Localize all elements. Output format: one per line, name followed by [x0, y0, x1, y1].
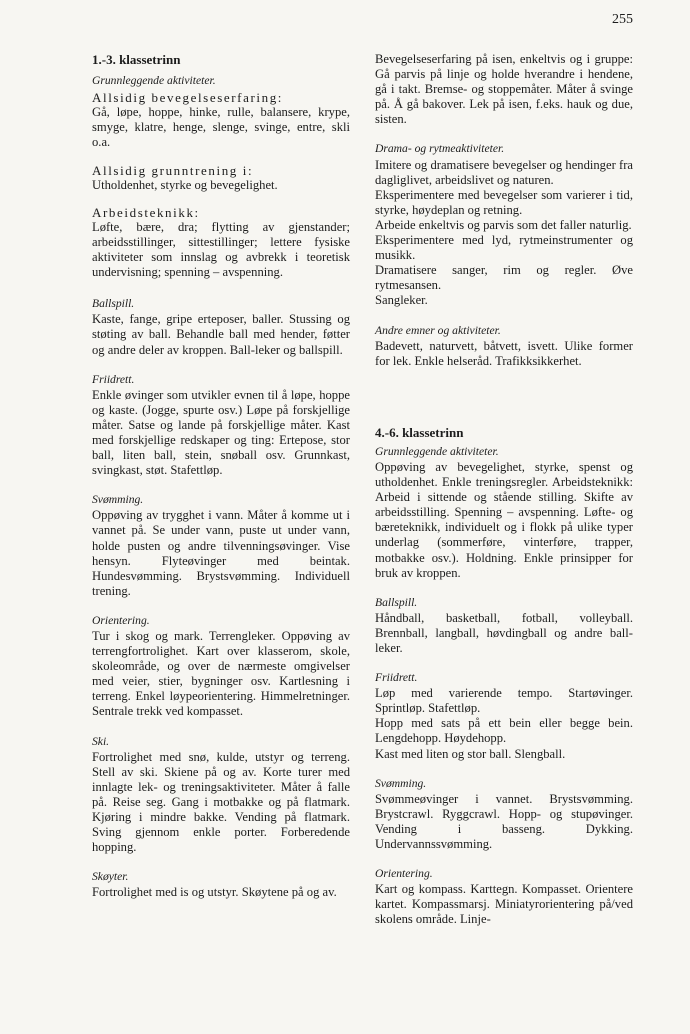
subheading: Drama- og rytmeaktiviteter.: [375, 142, 505, 156]
block-label: Allsidig bevegelseserfaring:: [92, 90, 284, 106]
text-block: [92, 613, 350, 720]
block-line: Kast med liten og stor ball. Slengball.: [375, 746, 566, 761]
subheading: Svømming.: [375, 776, 427, 790]
block-text: Utholdenhet, styrke og bevegelighet.: [92, 177, 278, 192]
block-text: Bevegelseserfaring på isen, enkeltvis og i gruppe: Gå parvis på linje og holde hverandre i hendene, gå i takt. Bremse- og stoppemåter. Måter å svinge på. Å gå bakover. Lek på isen, f.eks. hauk og due, sisten.: [375, 52, 633, 127]
subheading: Svømming.: [92, 493, 144, 507]
text-block: [375, 52, 633, 127]
subheading: Orientering.: [375, 867, 433, 881]
text-block: [375, 323, 633, 369]
left-column: [92, 52, 350, 915]
block-line: Sangleker.: [375, 293, 428, 308]
section-heading-1-3: 1.-3. klassetrinn: [92, 52, 181, 67]
block-line: Oppøving av bevegelighet, styrke, spenst og utholdenhet. Enkle treningsregler. Arbeidsteknikk: Arbeid i sittende og stående stilling. Skifte av arbeidsstilling. Spenning – avspenning. Løfte- og bæreteknikk, individuelt og i flokk på ulike typer underlag (sommerføre, vinterføre, trapper, motbakke osv.). Holdning. Enkle prinsipper for bruk av kroppen.: [375, 459, 633, 580]
block-text: Kaste, fange, gripe erteposer, baller. Stussing og støting av ball. Behandle ball med hender, føtter og andre deler av kroppen. Ball-leker og ballspill.: [92, 312, 350, 357]
text-block: [92, 90, 350, 150]
subheading: Andre emner og aktiviteter.: [375, 323, 501, 337]
subheading: Grunnleggende aktiviteter.: [375, 444, 499, 458]
text-block: [375, 670, 633, 762]
subheading: Grunnleggende aktiviteter.: [92, 74, 216, 88]
block-text: Enkle øvinger som utvikler evnen til å løpe, hoppe og kaste. (Jogge, spurte osv.) Løpe på forskjellige måter. Satse og lande på forskjellige måter. Kast med forskjellige redskaper og ting: Erteposе, stor ball, liten ball, stein, snøball osv. Grunnkast, svingkast, støt. Stafettløp.: [92, 387, 350, 478]
subheading: Ski.: [92, 734, 110, 748]
block-text: Fortrolighet med is og utstyr. Skøytene på og av.: [92, 885, 337, 900]
block-line: Imitere og dramatisere bevegelser og hendinger fra dagliglivet, arbeidslivet og naturen.: [375, 157, 633, 187]
block-text: Oppøving av trygghet i vann. Måter å komme ut i vannet på. Se under vann, puste ut under vann, holde pusten og andre tilvenningsøvinger. Vise hensyn. Flyteøvinger med beintak. Hundesvømming. Brystsvømming. Individuell trening.: [92, 508, 350, 598]
block-line: Hopp med sats på ett bein eller begge bein. Lengdehopp. Høydehopp.: [375, 716, 633, 746]
text-block: [92, 205, 350, 280]
subheading: Skøyter.: [92, 870, 129, 884]
block-text: Tur i skog og mark. Terrengleker. Oppøving av terrengfortrolighet. Kart over klasserom, skole, skoleområde, og over de nærmeste omgivelser med veier, stier, bygninger osv. Kartlesning i terreng. Enkel løypeorientering. Himmelretninger. Sentrale trekk ved kompasset.: [92, 629, 350, 719]
block-line: Kart og kompass. Karttegn. Kompasset. Orientere kartet. Kompassmarsj. Miniatyrorientering på/ved skolens område. Linje-: [375, 882, 633, 927]
subheading: Ballspill.: [92, 297, 135, 311]
block-label: Allsidig grunntrening i:: [92, 162, 254, 178]
text-block: [92, 163, 350, 193]
block-line: Badevett, naturvett, båtvett, isvett. Ulike former for lek. Enkle helseråd. Trafikksikkerhet.: [375, 338, 633, 368]
block-line: Dramatisere sanger, rim og regler. Øve rytmesansen.: [375, 263, 633, 293]
text-block: [375, 444, 633, 581]
subheading: Friidrett.: [375, 671, 418, 685]
subheading: Ballspill.: [375, 595, 418, 609]
section-heading-4-6: 4.-6. klassetrinn: [375, 424, 464, 440]
block-line: Eksperimentere med bevegelser som varierer i tid, styrke, høydeplan og retning.: [375, 187, 633, 217]
right-column: [375, 52, 633, 942]
text-block: [375, 595, 633, 656]
text-block: [92, 734, 350, 856]
subheading: Orientering.: [92, 613, 150, 627]
text-block: [92, 296, 350, 357]
block-line: Svømmeøvinger i vannet. Brystsvømming. Brystcrawl. Ryggcrawl. Hopp- og stupøvinger. Vending i basseng. Dykking. Undervannssvømming.: [375, 791, 633, 852]
text-block: [375, 776, 633, 852]
text-block: [92, 492, 350, 599]
text-block: [375, 866, 633, 927]
block-line: Eksperimentere med lyd, rytmeinstrumenter og musikk.: [375, 233, 633, 263]
block-line: Løp med varierende tempo. Startøvinger. Sprintløp. Stafettløp.: [375, 686, 633, 716]
subheading: Friidrett.: [92, 372, 135, 386]
block-line: Arbeide enkeltvis og parvis som det faller naturlig.: [375, 217, 632, 232]
text-block: [375, 141, 633, 308]
block-text: Fortrolighet med snø, kulde, utstyr og terreng. Stell av ski. Skiene på og av. Korte turer med innlagte lek- og treningsaktiviteter. Måter å falle på. Reise seg. Gang i motbakke og på flatmark. Kjøring i mindre bakke. Vending på flatmark. Sving gjennom enkle porter. Forberedende hopping.: [92, 749, 350, 855]
text-block: [92, 372, 350, 479]
block-text: Løfte, bære, dra; flytting av gjenstander; arbeidsstillinger, sittestillinger; lettere fysiske aktiviteter som innslag og avbrekk i teoretisk undervisning; spenning – avspenning.: [92, 219, 350, 280]
block-label: Arbeidsteknikk:: [92, 204, 200, 220]
block-text: Gå, løpe, hoppe, hinke, rulle, balansere, krype, smyge, klatre, henge, slenge, svinge, entre, skli o.a.: [92, 105, 350, 150]
text-block: [92, 869, 350, 900]
page-number: 255: [612, 12, 633, 27]
block-line: Håndball, basketball, fotball, volleyball. Brennball, langball, høvdingball og andre ball-leker.: [375, 610, 633, 655]
